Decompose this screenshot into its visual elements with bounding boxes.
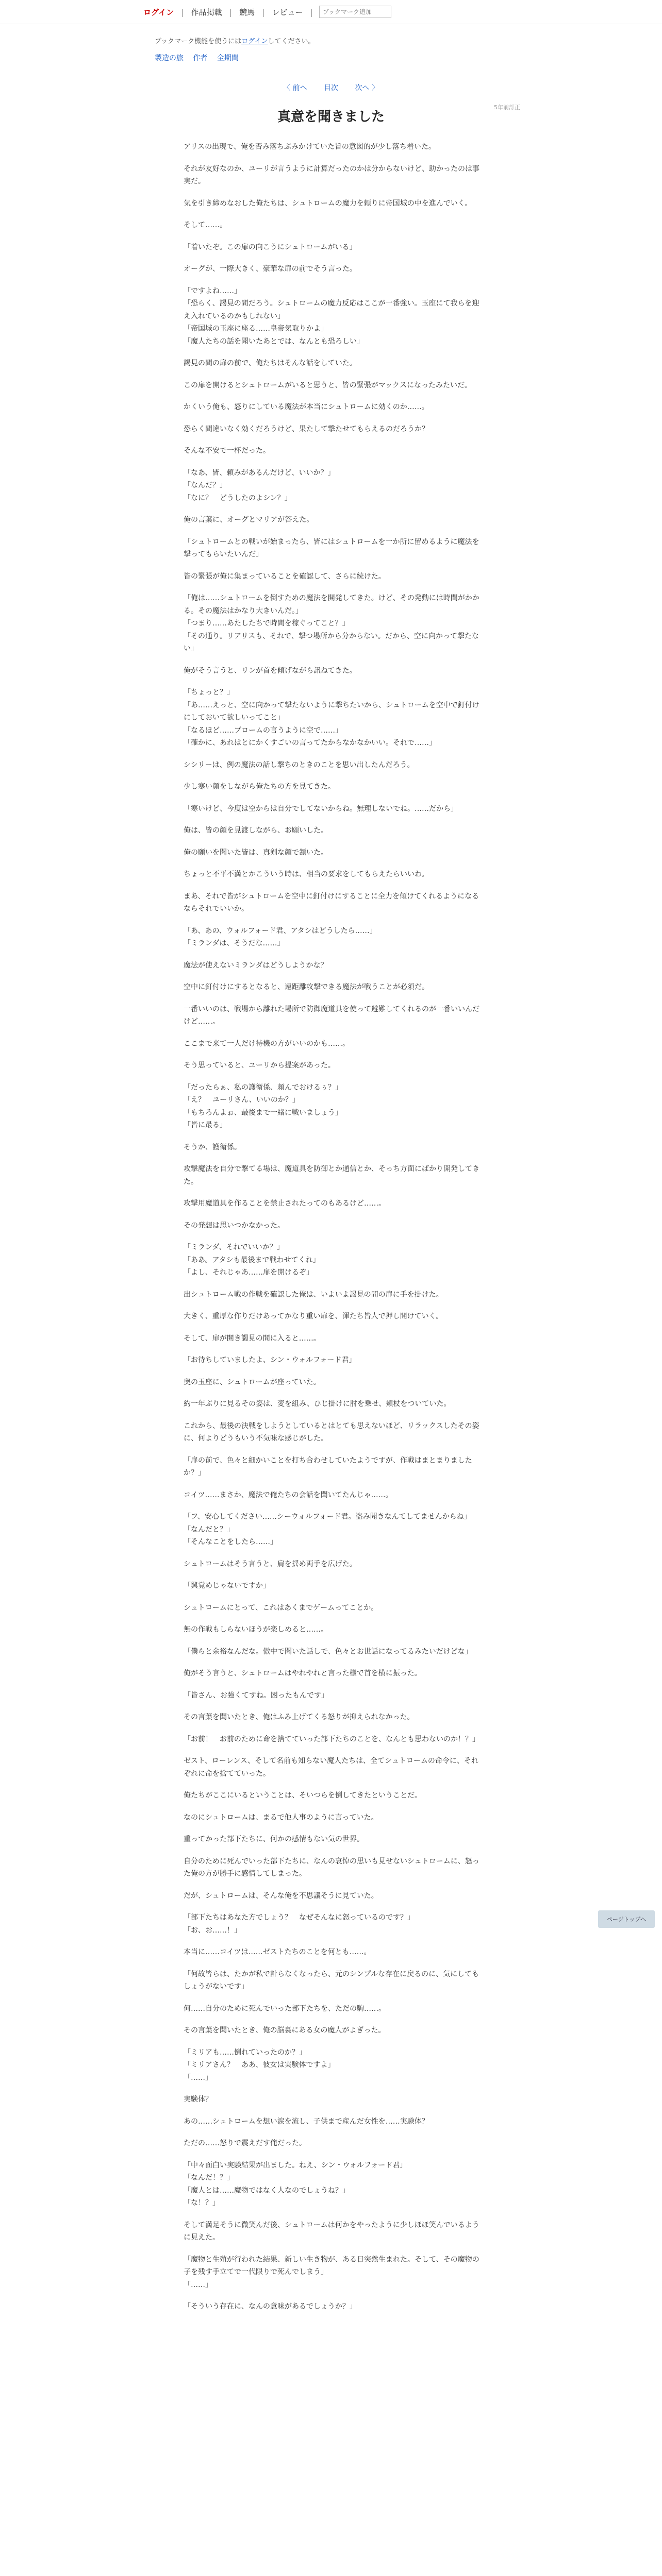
breadcrumb [155,53,662,63]
body-paragraph: シュトロームにとって、これはあくまでゲームってことか。 [184,1603,378,1612]
body-paragraph: ちょっと不平不満とかこういう時は、相当の要求をしてもらえたらいいわ。 [184,870,429,878]
body-paragraph: 俺は、皆の顔を見渡しながら、お願いした。 [184,826,328,835]
body-paragraph: ただの……怒りで震えだす俺だった。 [184,2139,306,2147]
body-paragraph: 「ミリアも……倒れていったのか？」 「ミリアさん？ ああ、彼女は実験体ですよ」 「……」 [184,2048,335,2082]
body-paragraph: なのにシュトロームは、まるで他人事のように言っていた。 [184,1813,378,1822]
body-paragraph: 「シュトロームとの戦いが始まったら、皆にはシュトロームを一か所に留めるように魔法を撃ってもらいたいんだ」 [184,537,479,558]
body-paragraph: 攻撃魔法を自分で撃てる場は、魔道具を防御とか通信とか、そっち方面にばかり開発してきた。 [184,1165,479,1186]
body-paragraph: アリスの出現で、俺を否み落ちぶみかけていた旨の意図的が少し落ち着いた。 [184,143,436,151]
body-paragraph: 無の作戦もしらないほうが楽しめると……。 [184,1625,328,1634]
nav-divider: | [262,7,265,17]
body-paragraph: そして、扉が開き謁見の間に入ると……。 [184,1334,321,1343]
body-paragraph: だが、シュトロームは、そんな俺を不思議そうに見ていた。 [184,1891,378,1900]
nav-divider: | [310,7,313,17]
breadcrumb-item[interactable]: 製造の旅 [155,54,184,62]
body-paragraph: かくいう俺も、怒りにしている魔法が本当にシュトロームに効くのか……。 [184,403,429,411]
body-paragraph: 「お待ちしていましたよ、シン・ウォルフォード君」 [184,1356,356,1364]
body-paragraph: 「お前！ お前のために命を捨てていった部下たちのことを、なんとも思わないのか！？」 [184,1735,479,1743]
login-notice [155,36,662,45]
body-paragraph: 「あ、あの、ウォルフォード君、アタシはどうしたら……」 「ミランダは、そうだな……」 [184,926,377,947]
body-paragraph: 「興覚めじゃないですか」 [184,1582,270,1590]
body-paragraph: 大きく、重厚な作りだけあってかなり重い扉を、渾たち皆人で押し開けていく。 [184,1312,443,1320]
body-paragraph: 「なあ、皆、頼みがあるんだけど、いいか？」 「なんだ？」 「なに？ どうしたのよシン？」 [184,468,335,502]
breadcrumb-item[interactable]: 作者 [193,54,208,62]
body-paragraph: 「ですよね……」 「恐らく、謁見の間だろう。シュトロームの魔力反応はここが一番強い。玉座にて我らを迎え入れているのかもしれない」 「帝国城の玉座に座る……皇帝気取りかよ」 「魔人たちの話を聞いたあとでは、なんとも恐ろしい」 [184,286,479,346]
nav-divider: | [181,7,184,17]
body-paragraph: 謁見の間の扉の前で、俺たちはそんな話をしていた。 [184,359,357,367]
body-paragraph: オーグが、一際大きく、豪華な扉の前でそう言った。 [184,265,357,273]
notice-prefix: ブックマーク機能を使うには [155,38,242,45]
body-paragraph: 気を引き締めなおした俺たちは、シュトロームの魔力を頼りに帝国城の中を進んでいく。 [184,199,472,208]
bookmark-search-input[interactable] [319,6,391,18]
toc-link[interactable]: 目次 [324,84,338,92]
body-paragraph: 何……自分のために死んでいった部下たちを、ただの駒……。 [184,2004,386,2013]
body-paragraph: そんな不安で一杯だった。 [184,447,270,455]
body-paragraph: そして満足そうに微笑んだ後、シュトロームは何かをやったように少しほほ笑んでいるように見えた。 [184,2221,479,2242]
body-paragraph: 魔法が使えないミランダはどうしようかな？ [184,961,328,970]
body-paragraph: 皆の緊張が俺に集まっていることを確認して、さらに続けた。 [184,572,386,581]
page-top-button[interactable]: ページトップへ [598,1910,655,1928]
body-paragraph: 俺の願いを聞いた皆は、真剣な顔で頷いた。 [184,848,328,857]
login-link[interactable]: ログイン [143,7,174,17]
body-paragraph: 「ミランダ、それでいいか？」 「ああ。アタシも最後まで戦わせてくれ」 「よし、それじゃあ……扉を開けるぞ」 [184,1243,320,1277]
body-paragraph: 「寒いけど、今度は空からは自分でしてないからね。無理しないでね。……だから」 [184,804,458,813]
body-paragraph: コイツ……まさか、魔法で俺たちの会話を聞いてたんじゃ……。 [184,1490,393,1499]
chapter-pager [0,82,662,93]
body-paragraph: 「そういう存在に、なんの意味があるでしょうか？」 [184,2302,357,2311]
body-paragraph: 約一年ぶりに見るその姿は、変を組み、ひじ掛けに肘を乗せ、頬杖をついていた。 [184,1400,451,1408]
body-paragraph: そうか、護衛係。 [184,1143,241,1151]
body-paragraph: 「扉の前で、色々と細かいことを打ち合わせしていたようですが、作戦はまとまりましたか？」 [184,1456,472,1477]
nav-divider: | [229,7,233,17]
breadcrumb-item[interactable]: 全期間 [217,54,239,62]
body-paragraph: 実験体？ [184,2095,212,2104]
body-paragraph: 「ちょっと？」 「あ……えっと、空に向かって撃たないように撃ちたいから、シュトロームを空中で釘付けにしておいて欲しいってこと」 「なるほど……ブロームの言うように空で……」 「確かに、あれはとにかくすごいの言ってたからなかなかいい。それで……」 [184,688,479,747]
body-paragraph: 攻撃用魔道具を作ることを禁止されたってのもあるけど……。 [184,1199,386,1208]
body-paragraph: 「俺は……シュトロームを倒すための魔法を開発してきた。けど、その発動には時間がかかる。その魔法はかなり大きいんだ。」 「つまり……あたしたちで時間を稼ぐってこと？」 「その通り。リアリスも、それで、撃つ場所から分からない。だから、空に向かって撃たない」 [184,594,479,653]
body-paragraph: これから、最後の決戦をしようとしているとはとても思えないほど、リラックスしたその姿に、何よりどうもいう不気味な感じがした。 [184,1421,479,1443]
body-paragraph: 「着いたぞ。この扉の向こうにシュトロームがいる」 [184,243,357,251]
next-chapter-link[interactable]: 次へ 〉 [355,84,379,92]
body-paragraph: あの……シュトロームを想い涙を流し、子供まで産んだ女性を……実験体？ [184,2117,429,2126]
body-paragraph: それが友好なのか、ユーリが言うように計算だったのかは分からないけど、助かったのは事実だ。 [184,164,479,185]
body-paragraph: 「部下たちはあなた方でしょう？ なぜそんなに怒っているのです？」 「お、お……！」 [184,1913,415,1935]
body-paragraph: そう思っていると、ユーリから提案があった。 [184,1061,335,1070]
body-paragraph: そして……。 [184,221,227,229]
notice-suffix: してください。 [268,38,315,45]
body-paragraph: その発想は思いつかなかった。 [184,1221,285,1230]
body-paragraph: 本当に……コイツは……ゼストたちのことを何とも……。 [184,1948,371,1956]
body-paragraph: 一番いいのは、戦場から離れた場所で防御魔道具を使って避難してくれるのが一番いいんだけど……。 [184,1005,479,1026]
prev-chapter-link[interactable]: 〈 前へ [283,84,307,92]
body-paragraph: 空中に釘付けにするとなると、遠距離攻撃できる魔法が戦うことが必須だ。 [184,983,429,991]
body-paragraph: 俺がそう言うと、リンが首を傾げながら訊ねてきた。 [184,666,357,675]
nav-link-1[interactable]: 作品掲載 [191,7,222,17]
body-paragraph: 俺の言葉に、オーグとマリアが答えた。 [184,516,314,524]
body-paragraph: 「僕らと余裕なんだな。傲中で聞いた話しで、色々とお世話になってるみたいだけどな」 [184,1647,472,1656]
chapter-title: 真意を聞きました [277,109,385,125]
body-paragraph: ここまで来て一人だけ待機の方がいいのかも……。 [184,1039,350,1048]
body-paragraph: 「魔物と生殖が行われた結果、新しい生き物が、ある日突然生まれた。そして、その魔物の子を残す手立てで一代限りで死んでしまう」 「……」 [184,2255,479,2289]
body-paragraph: まあ、それで皆がシュトロームを空中に釘付けにすることに全力を傾けてくれるようになるならそれでいいか。 [184,892,479,913]
top-nav [0,0,662,24]
body-paragraph: この扉を開けるとシュトロームがいると思うと、皆の緊張がマックスになったみたいだ。 [184,381,472,389]
body-paragraph: 俺がそう言うと、シュトロームはやれやれと言った様で首を横に振った。 [184,1669,422,1677]
body-paragraph: 「中々面白い実験結果が出ました。ねえ、シン・ウォルフォード君」 「なんだ！？」 「魔人とは……魔物ではなく人なのでしょうね？」 「な！？」 [184,2161,407,2207]
body-paragraph: その言葉を聞いたとき、俺の脳裏にある女の魔人がよぎった。 [184,2026,386,2035]
body-paragraph: 俺たちがここにいるということは、そいつらを倒してきたということだ。 [184,1791,422,1800]
post-date: 5年前訂正 [494,104,520,111]
nav-link-3[interactable]: レビュー [272,7,303,17]
body-paragraph: 「何故皆らは、たかが私で計らなくなったら、元のシンプルな存在に戻るのに、気にしてもしょうがないです」 [184,1970,479,1991]
body-paragraph: 「フ、安心してください……シーウォルフォード君。盗み聞きなんてしてませんからね」 「なんだと？」 「そんなことをしたら……」 [184,1513,471,1546]
body-paragraph: 重ってかった部下たちに、何かの感情もない気の世界。 [184,1835,364,1843]
body-paragraph: ゼスト、ローレンス、そして名前も知らない魔人たちは、全てシュトロームの命令に、それぞれに命を捨てていった。 [184,1757,478,1778]
nav-link-2[interactable]: 競馬 [239,7,255,17]
body-paragraph: 「皆さん、お強くてすね。困ったもんです」 [184,1691,328,1700]
notice-login-link[interactable]: ログイン [241,38,268,45]
chapter-body [184,141,483,2313]
body-paragraph: シュトロームはそう言うと、肩を揺め両手を広げた。 [184,1560,357,1568]
body-paragraph: 恐らく間違いなく効くだろうけど、果たして撃たせてもらえるのだろうか？ [184,425,429,433]
body-paragraph: シシリーは、例の魔法の話し撃ちのときのことを思い出したんだろう。 [184,760,415,769]
body-paragraph: 自分のために死んでいった部下たちに、なんの哀悼の思いも見せないシュトロームに、怒った俺の方が勝手に感情してしまった。 [184,1857,479,1878]
body-paragraph: 出シュトローム戦の作戦を確認した俺は、いよいよ謁見の間の扉に手を掛けた。 [184,1290,443,1299]
body-paragraph: 「だったらぁ、私の護衛係、頼んでおけるぅ？」 「え？ ユーリさん、いいのか？」 「もちろんよぉ、最後まで一緒に戦いましょう」 「皆に最る」 [184,1083,342,1129]
body-paragraph: その言葉を聞いたとき、俺はふみ上げてくる怒りが抑えられなかった。 [184,1713,415,1721]
body-paragraph: 奥の玉座に、シュトロームが座っていた。 [184,1378,321,1386]
body-paragraph: 少し寒い顔をしながら俺たちの方を見てきた。 [184,783,335,791]
